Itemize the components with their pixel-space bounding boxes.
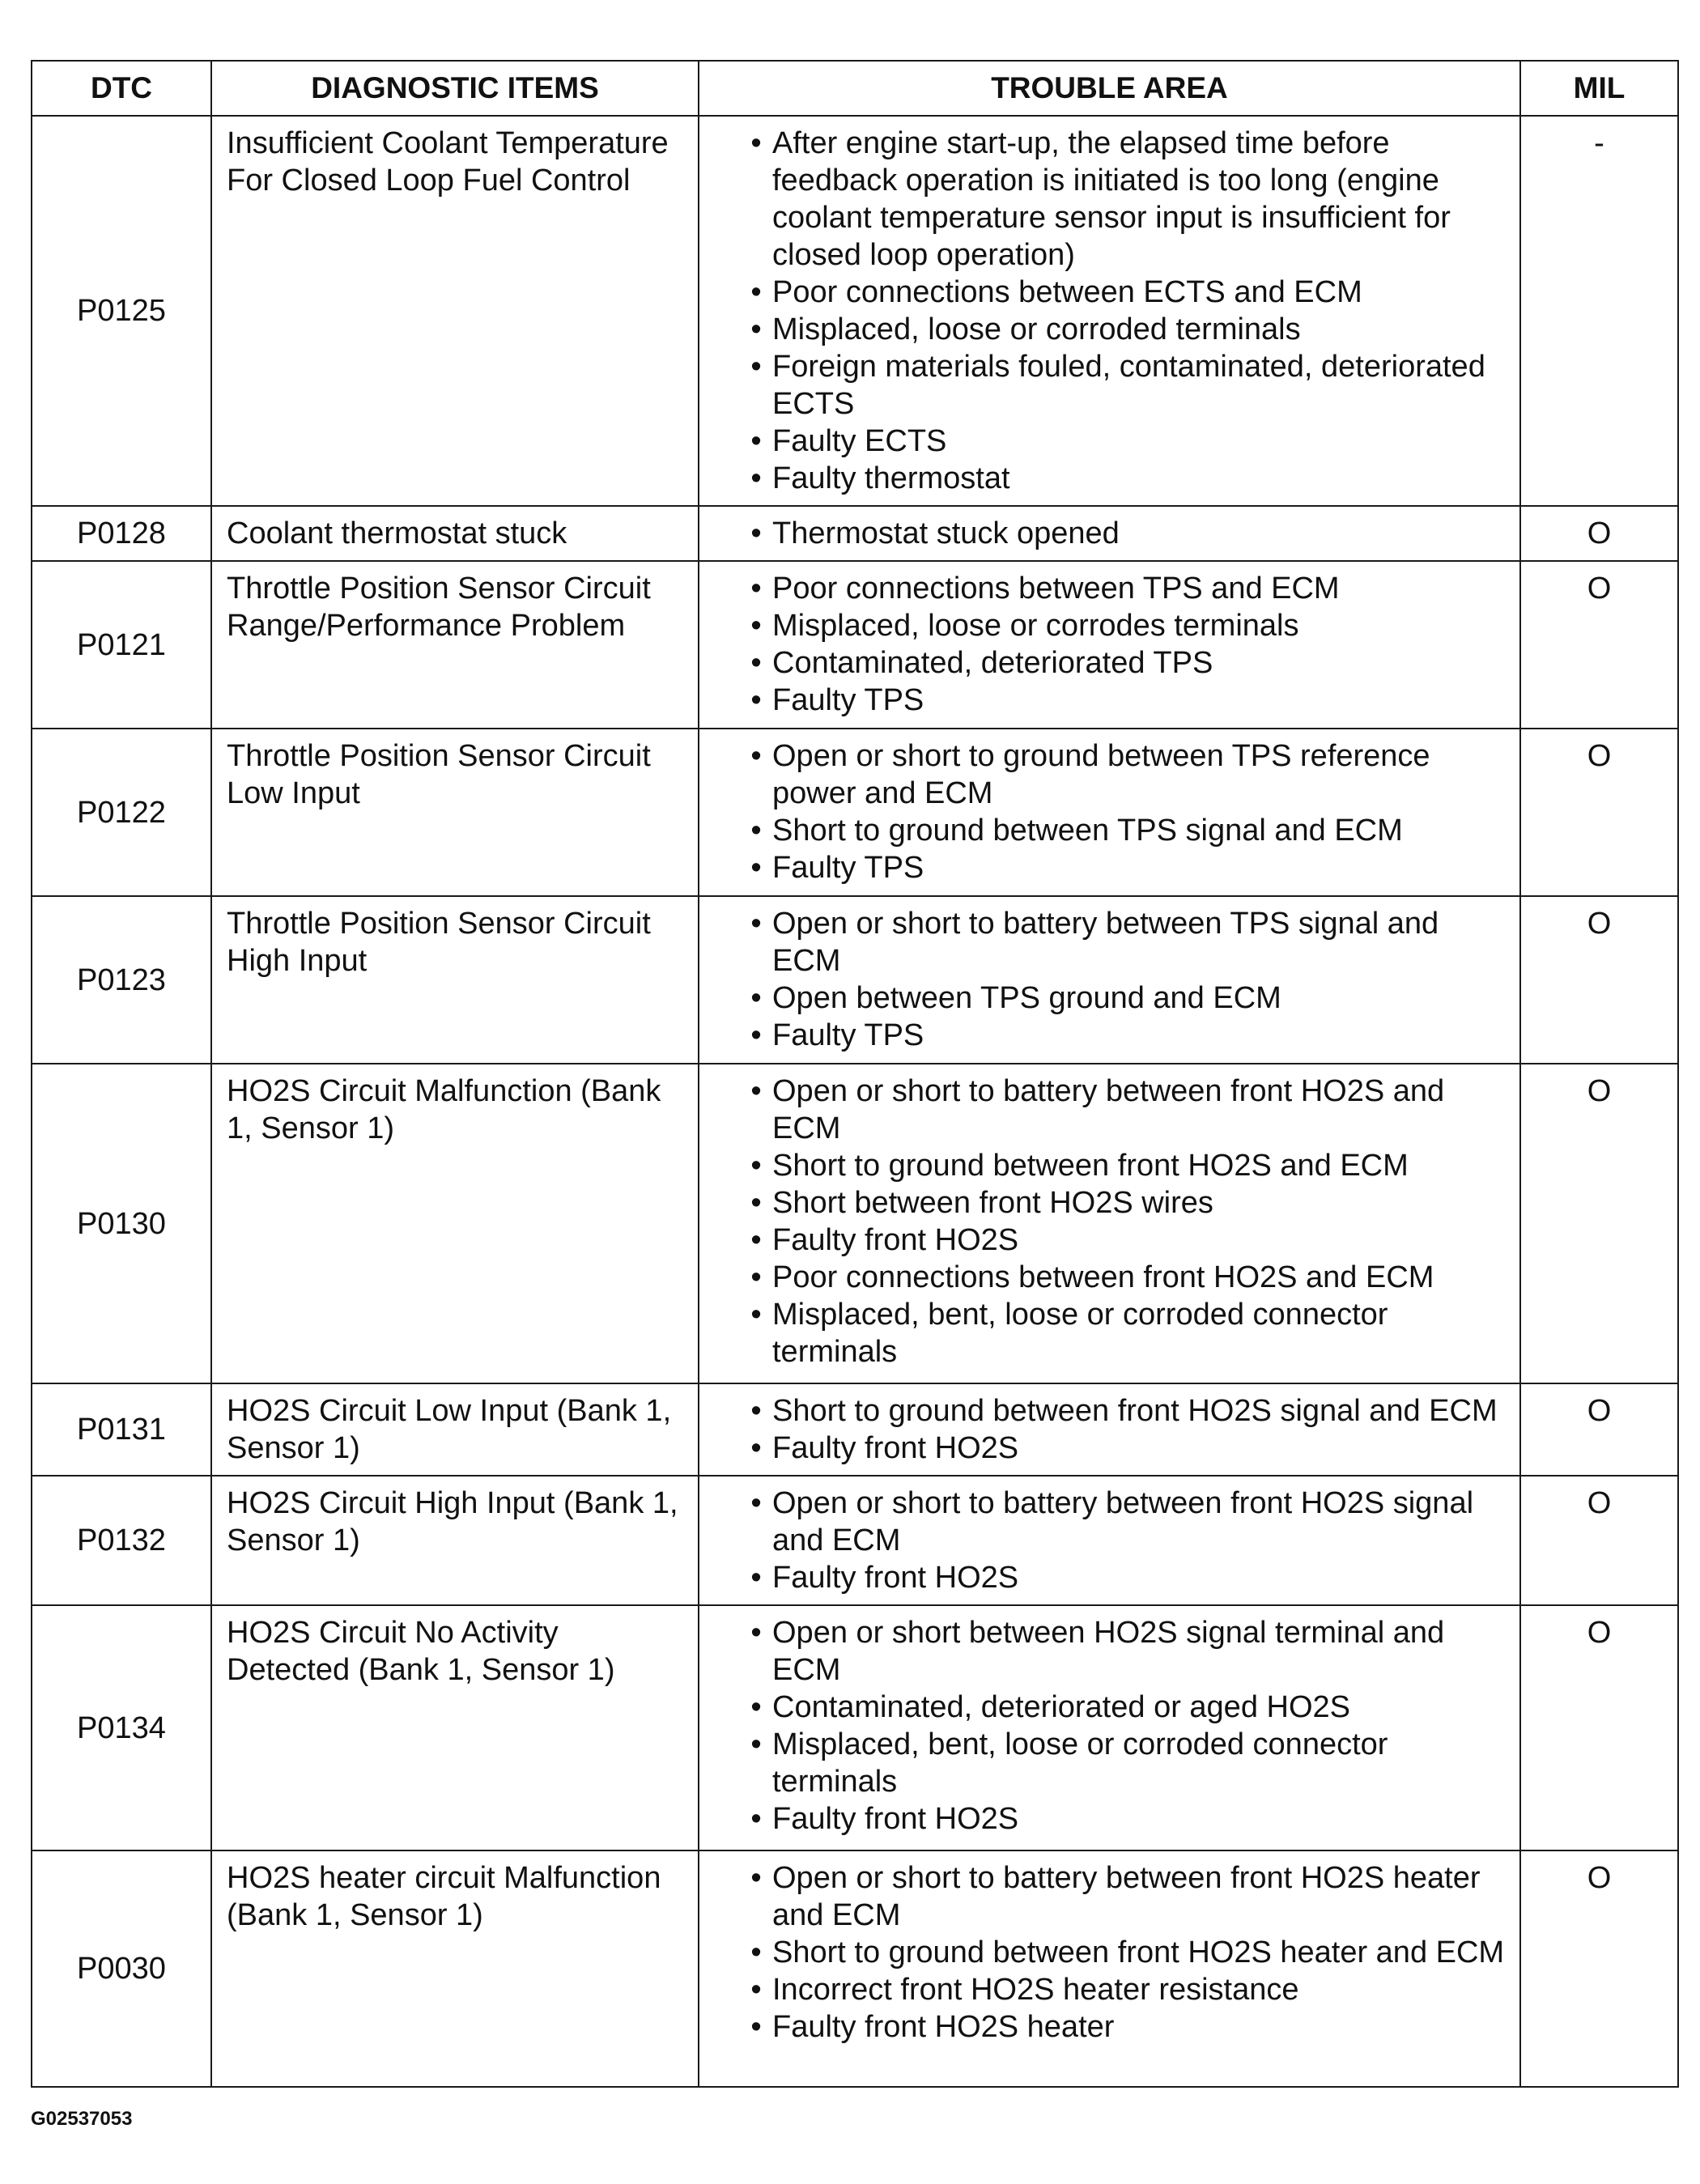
list-item bbox=[746, 1017, 1505, 1054]
list-item bbox=[746, 812, 1505, 849]
trouble-area-text: Open or short to ground between TPS reference power and ECM bbox=[772, 739, 1430, 810]
dtc-code: P0131 bbox=[32, 1383, 211, 1476]
list-item bbox=[746, 423, 1505, 460]
list-item bbox=[746, 1859, 1505, 1934]
diagnostic-item: Insufficient Coolant Temperature For Closed Loop Fuel Control bbox=[211, 116, 699, 506]
list-item bbox=[746, 1073, 1505, 1147]
list-item bbox=[746, 1726, 1505, 1800]
bullet-icon: • bbox=[750, 907, 762, 941]
list-item bbox=[746, 1147, 1505, 1184]
trouble-area-list bbox=[714, 737, 1505, 886]
trouble-area-text: Contaminated, deteriorated TPS bbox=[772, 646, 1213, 680]
bullet-icon: • bbox=[750, 851, 762, 885]
table-row bbox=[32, 896, 1678, 1064]
bullet-icon: • bbox=[750, 424, 762, 458]
header-trouble-area: TROUBLE AREA bbox=[699, 61, 1520, 116]
diagnostic-item: HO2S Circuit Malfunction (Bank 1, Sensor 1) bbox=[211, 1064, 699, 1383]
mil-status: O bbox=[1520, 1383, 1678, 1476]
trouble-area-list bbox=[714, 1859, 1505, 2046]
list-item bbox=[746, 849, 1505, 886]
bullet-icon: • bbox=[750, 1149, 762, 1183]
list-item bbox=[746, 1559, 1505, 1596]
bullet-icon: • bbox=[750, 1394, 762, 1428]
dtc-code: P0121 bbox=[32, 561, 211, 729]
table-row bbox=[32, 116, 1678, 506]
mil-status: O bbox=[1520, 506, 1678, 561]
trouble-area-text: Short to ground between TPS signal and ECM bbox=[772, 814, 1403, 848]
list-item bbox=[746, 1259, 1505, 1296]
bullet-icon: • bbox=[750, 1486, 762, 1520]
trouble-area-text: Open or short between HO2S signal terminal and ECM bbox=[772, 1616, 1445, 1687]
list-item bbox=[746, 737, 1505, 812]
trouble-area-text: Faulty TPS bbox=[772, 851, 924, 885]
list-item bbox=[746, 125, 1505, 274]
trouble-area-list bbox=[714, 570, 1505, 719]
trouble-area bbox=[699, 896, 1520, 1064]
header-diagnostic-items: DIAGNOSTIC ITEMS bbox=[211, 61, 699, 116]
diagnostic-item: Throttle Position Sensor Circuit Low Input bbox=[211, 729, 699, 896]
trouble-area-list bbox=[714, 1073, 1505, 1370]
diagnostic-item: HO2S Circuit No Activity Detected (Bank 1, Sensor 1) bbox=[211, 1605, 699, 1850]
bullet-icon: • bbox=[750, 1561, 762, 1595]
trouble-area-text: Short between front HO2S wires bbox=[772, 1186, 1213, 1220]
bullet-icon: • bbox=[750, 1973, 762, 2007]
trouble-area-list bbox=[714, 125, 1505, 497]
table-row bbox=[32, 506, 1678, 561]
list-item bbox=[746, 1800, 1505, 1838]
list-item bbox=[746, 1689, 1505, 1726]
list-item bbox=[746, 1971, 1505, 2008]
trouble-area-text: Poor connections between TPS and ECM bbox=[772, 571, 1340, 605]
bullet-icon: • bbox=[750, 2010, 762, 2044]
trouble-area-text: Incorrect front HO2S heater resistance bbox=[772, 1973, 1299, 2007]
list-item bbox=[746, 1392, 1505, 1430]
dtc-code: P0030 bbox=[32, 1850, 211, 2087]
list-item bbox=[746, 1934, 1505, 1971]
trouble-area-text: Faulty front HO2S heater bbox=[772, 2010, 1115, 2044]
trouble-area-text: Misplaced, bent, loose or corroded connector terminals bbox=[772, 1727, 1388, 1799]
mil-status: O bbox=[1520, 896, 1678, 1064]
trouble-area-text: Short to ground between front HO2S heater and ECM bbox=[772, 1935, 1505, 1969]
trouble-area-text: Faulty front HO2S bbox=[772, 1802, 1019, 1836]
header-dtc: DTC bbox=[32, 61, 211, 116]
bullet-icon: • bbox=[750, 571, 762, 605]
dtc-code: P0123 bbox=[32, 896, 211, 1064]
bullet-icon: • bbox=[750, 981, 762, 1015]
bullet-icon: • bbox=[750, 1223, 762, 1257]
trouble-area-text: Faulty front HO2S bbox=[772, 1223, 1019, 1257]
bullet-icon: • bbox=[750, 1298, 762, 1332]
trouble-area-text: Misplaced, loose or corrodes terminals bbox=[772, 609, 1299, 643]
list-item bbox=[746, 1614, 1505, 1689]
list-item bbox=[746, 1485, 1505, 1559]
list-item bbox=[746, 515, 1505, 552]
trouble-area bbox=[699, 1605, 1520, 1850]
trouble-area-list bbox=[714, 905, 1505, 1054]
mil-status: O bbox=[1520, 1064, 1678, 1383]
trouble-area bbox=[699, 1476, 1520, 1605]
dtc-code: P0125 bbox=[32, 116, 211, 506]
trouble-area-text: Faulty TPS bbox=[772, 1018, 924, 1052]
trouble-area-text: Faulty ECTS bbox=[772, 424, 947, 458]
bullet-icon: • bbox=[750, 1616, 762, 1650]
list-item bbox=[746, 348, 1505, 423]
trouble-area bbox=[699, 1383, 1520, 1476]
trouble-area-text: Poor connections between ECTS and ECM bbox=[772, 275, 1362, 309]
list-item bbox=[746, 979, 1505, 1017]
header-row bbox=[32, 61, 1678, 116]
bullet-icon: • bbox=[750, 1074, 762, 1108]
trouble-area-text: Short to ground between front HO2S signal and ECM bbox=[772, 1394, 1498, 1428]
list-item bbox=[746, 1430, 1505, 1467]
trouble-area bbox=[699, 116, 1520, 506]
mil-status: - bbox=[1520, 116, 1678, 506]
list-item bbox=[746, 682, 1505, 719]
dtc-code: P0122 bbox=[32, 729, 211, 896]
bullet-icon: • bbox=[750, 312, 762, 346]
diagnostic-item: HO2S Circuit High Input (Bank 1, Sensor 1) bbox=[211, 1476, 699, 1605]
mil-status: O bbox=[1520, 729, 1678, 896]
bullet-icon: • bbox=[750, 1260, 762, 1294]
list-item bbox=[746, 644, 1505, 682]
dtc-code: P0130 bbox=[32, 1064, 211, 1383]
trouble-area-text: Contaminated, deteriorated or aged HO2S bbox=[772, 1690, 1350, 1724]
bullet-icon: • bbox=[750, 814, 762, 848]
mil-status: O bbox=[1520, 1476, 1678, 1605]
trouble-area-text: Faulty front HO2S bbox=[772, 1431, 1019, 1465]
trouble-area-text: Open or short to battery between TPS signal and ECM bbox=[772, 907, 1439, 978]
dtc-code: P0128 bbox=[32, 506, 211, 561]
trouble-area-text: Foreign materials fouled, contaminated, deteriorated ECTS bbox=[772, 350, 1485, 421]
diagnostic-item: HO2S heater circuit Malfunction (Bank 1, Sensor 1) bbox=[211, 1850, 699, 2087]
table-row bbox=[32, 1605, 1678, 1850]
trouble-area-text: Thermostat stuck opened bbox=[772, 516, 1120, 550]
header-mil: MIL bbox=[1520, 61, 1678, 116]
figure-id: G02537053 bbox=[31, 2108, 133, 2130]
trouble-area-text: Open or short to battery between front HO2S and ECM bbox=[772, 1074, 1445, 1145]
list-item bbox=[746, 1222, 1505, 1259]
table-row bbox=[32, 729, 1678, 896]
trouble-area-text: Poor connections between front HO2S and ECM bbox=[772, 1260, 1434, 1294]
bullet-icon: • bbox=[750, 1727, 762, 1761]
bullet-icon: • bbox=[750, 516, 762, 550]
trouble-area-text: Misplaced, loose or corroded terminals bbox=[772, 312, 1301, 346]
list-item bbox=[746, 2008, 1505, 2046]
diagnostic-item: Throttle Position Sensor Circuit Range/Performance Problem bbox=[211, 561, 699, 729]
list-item bbox=[746, 460, 1505, 497]
table-row bbox=[32, 1064, 1678, 1383]
diagnostic-item: HO2S Circuit Low Input (Bank 1, Sensor 1) bbox=[211, 1383, 699, 1476]
table-row bbox=[32, 1383, 1678, 1476]
bullet-icon: • bbox=[750, 350, 762, 384]
mil-status: O bbox=[1520, 1605, 1678, 1850]
trouble-area-list bbox=[714, 1485, 1505, 1596]
mil-status: O bbox=[1520, 561, 1678, 729]
trouble-area-list bbox=[714, 515, 1505, 552]
bullet-icon: • bbox=[750, 609, 762, 643]
bullet-icon: • bbox=[750, 461, 762, 495]
bullet-icon: • bbox=[750, 126, 762, 160]
bullet-icon: • bbox=[750, 683, 762, 717]
bullet-icon: • bbox=[750, 1861, 762, 1895]
mil-status: O bbox=[1520, 1850, 1678, 2087]
bullet-icon: • bbox=[750, 1935, 762, 1969]
trouble-area-text: Open or short to battery between front HO2S heater and ECM bbox=[772, 1861, 1481, 1932]
diagnostic-item: Throttle Position Sensor Circuit High Input bbox=[211, 896, 699, 1064]
bullet-icon: • bbox=[750, 1690, 762, 1724]
list-item bbox=[746, 607, 1505, 644]
trouble-area-text: Open or short to battery between front HO2S signal and ECM bbox=[772, 1486, 1474, 1557]
bullet-icon: • bbox=[750, 646, 762, 680]
trouble-area bbox=[699, 561, 1520, 729]
list-item bbox=[746, 1296, 1505, 1370]
trouble-area bbox=[699, 1064, 1520, 1383]
list-item bbox=[746, 1184, 1505, 1222]
bullet-icon: • bbox=[750, 739, 762, 773]
trouble-area-text: Faulty TPS bbox=[772, 683, 924, 717]
trouble-area-text: After engine start-up, the elapsed time before feedback operation is initiated is too long (engine coolant temperature sensor input is insufficient for closed loop operation) bbox=[772, 126, 1451, 272]
bullet-icon: • bbox=[750, 1802, 762, 1836]
dtc-table bbox=[31, 60, 1679, 2088]
bullet-icon: • bbox=[750, 1018, 762, 1052]
trouble-area-text: Faulty front HO2S bbox=[772, 1561, 1019, 1595]
trouble-area bbox=[699, 506, 1520, 561]
table-header bbox=[32, 61, 1678, 116]
trouble-area-text: Misplaced, bent, loose or corroded connector terminals bbox=[772, 1298, 1388, 1369]
bullet-icon: • bbox=[750, 275, 762, 309]
trouble-area-list bbox=[714, 1614, 1505, 1838]
trouble-area bbox=[699, 729, 1520, 896]
bullet-icon: • bbox=[750, 1431, 762, 1465]
table-row bbox=[32, 1850, 1678, 2087]
list-item bbox=[746, 570, 1505, 607]
list-item bbox=[746, 274, 1505, 311]
dtc-code: P0134 bbox=[32, 1605, 211, 1850]
list-item bbox=[746, 311, 1505, 348]
table-body bbox=[32, 116, 1678, 2087]
dtc-code: P0132 bbox=[32, 1476, 211, 1605]
table-row bbox=[32, 561, 1678, 729]
trouble-area-text: Faulty thermostat bbox=[772, 461, 1010, 495]
table-row bbox=[32, 1476, 1678, 1605]
trouble-area bbox=[699, 1850, 1520, 2087]
trouble-area-list bbox=[714, 1392, 1505, 1467]
bullet-icon: • bbox=[750, 1186, 762, 1220]
list-item bbox=[746, 905, 1505, 979]
trouble-area-text: Short to ground between front HO2S and ECM bbox=[772, 1149, 1409, 1183]
diagnostic-item: Coolant thermostat stuck bbox=[211, 506, 699, 561]
trouble-area-text: Open between TPS ground and ECM bbox=[772, 981, 1281, 1015]
